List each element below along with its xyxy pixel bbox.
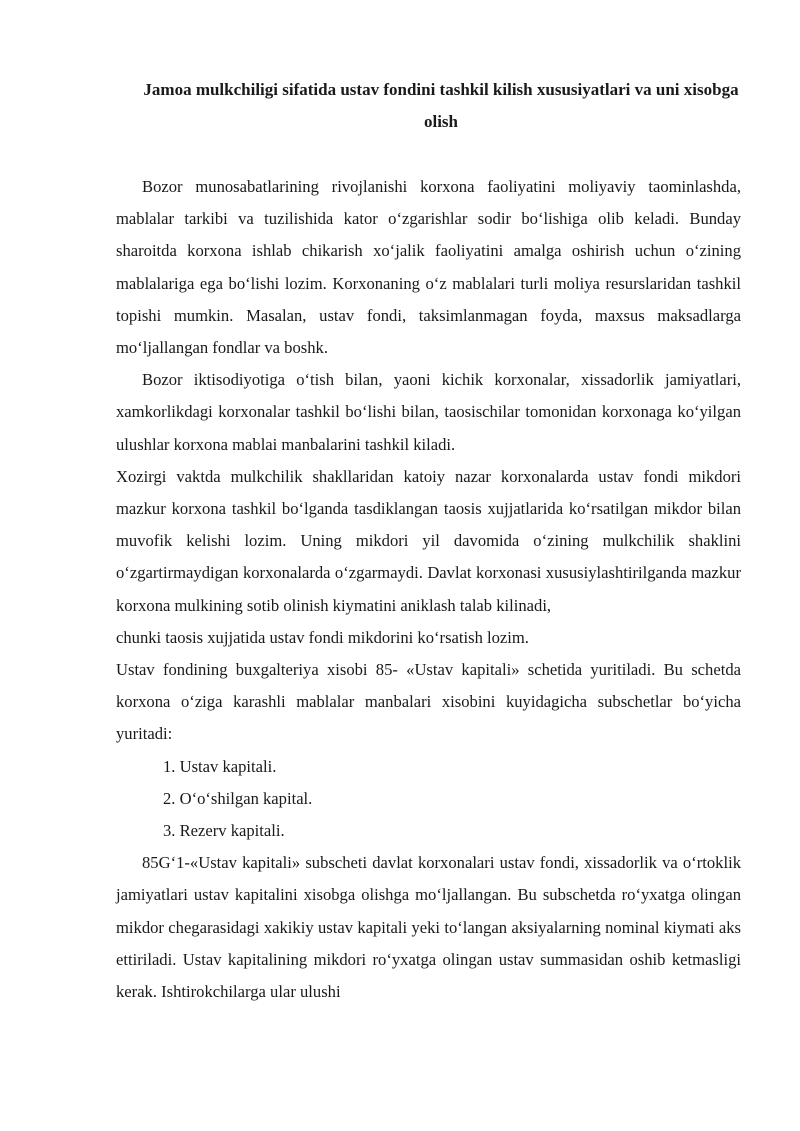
- paragraph-market-economy: Bozor iktisodiyotiga o‘tish bilan, yaoni kichik korxonalar, xissadorlik jamiyatlari, xamkorlikdagi korxonalar tashkil bo‘lishi bilan, taosischilar tomonidan korxonaga ko‘yilgan ulushlar korxona mablai manbalarini tashkil kiladi.: [116, 370, 741, 454]
- list-item: 3. Rezerv kapitali.: [163, 821, 285, 841]
- paragraph-subaccount: 85G‘1-«Ustav kapitali» subscheti davlat korxonalari ustav fondi, xissadorlik va o‘rtoklik jamiyatlari ustav kapitalini xisobga olishga mo‘ljallangan. Bu subschetda ro‘yxatga olingan mikdor chegarasidagi xakikiy ustav kapitali yeki to‘langan aksiyalarning nominal kiymati aks ettiriladi. Ustav kapitalining mikdori ro‘yxatga olingan ustav summasidan oshib ketmasligi kerak. Ishtirokchilarga ular ulushi: [116, 853, 741, 1002]
- paragraph-market-relations: Bozor munosabatlarining rivojlanishi korxona faoliyatini moliyaviy taominlashda, mablalar tarkibi va tuzilishida kator o‘zgarishlar sodir bo‘lishiga olib keladi. Bunday sharoitda korxona ishlab chikarish xo‘jalik faoliyatini amalga oshirish uchun o‘zining mablalariga ega bo‘lishi lozim. Korxonaning o‘z mablalari turli moliya resurslaridan tashkil topishi mumkin. Masalan, ustav fondi, taksimlanmagan foyda, maxsus maksadlarga mo‘ljallangan fondlar va boshk.: [116, 177, 741, 358]
- list-item: 1. Ustav kapitali.: [163, 756, 277, 776]
- list-item: 2. O‘o‘shilgan kapital.: [163, 788, 313, 808]
- paragraph-founding-document: chunki taosis xujjatida ustav fondi mikdorini ko‘rsatish lozim.: [116, 627, 529, 647]
- document-title: Jamoa mulkchiligi sifatida ustav fondini tashkil kilish xususiyatlari va uni xisobga olish: [143, 80, 739, 131]
- paragraph-current-period: Xozirgi vaktda mulkchilik shakllaridan katoiy nazar korxonalarda ustav fondi mikdori mazkur korxona tashkil bo‘lganda tasdiklangan taosis xujjatlarida ko‘rsatilgan mikdor bilan muvofik kelishi lozim. Uning mikdori yil davomida o‘zining mulkchilik shaklini o‘zgartirmaydigan korxonalarda o‘zgarmaydi. Davlat korxonasi xususiylashtirilganda mazkur korxona mulkining sotib olinish kiymatini aniklash talab kilinadi,: [116, 466, 741, 615]
- paragraph-accounting: Ustav fondining buxgalteriya xisobi 85- «Ustav kapitali» schetida yuritiladi. Bu schetda korxona o‘ziga karashli mablalar manbalari xisobini kuyidagicha subschetlar bo‘yicha yuritadi:: [116, 660, 741, 744]
- document-body: [116, 171, 741, 1008]
